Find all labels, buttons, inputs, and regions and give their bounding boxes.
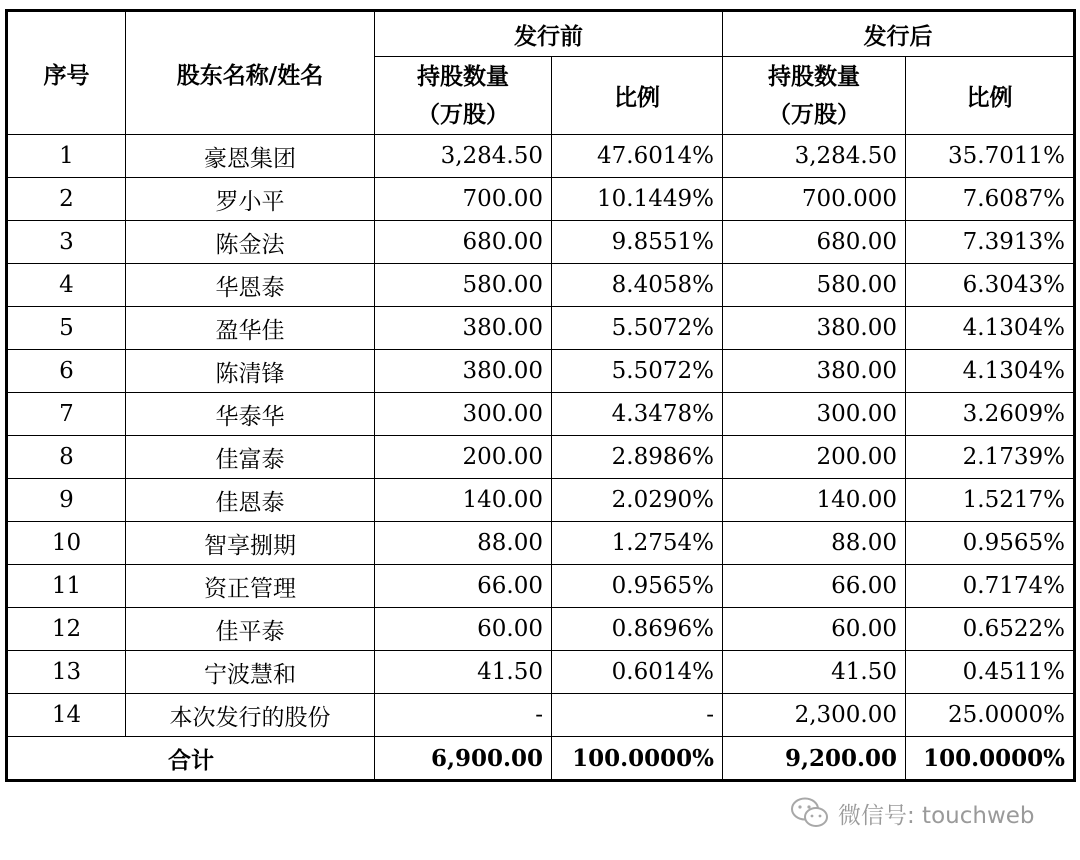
watermark-text: 微信号: touchweb xyxy=(838,802,1035,829)
before-ratio-cell: 0.9565% xyxy=(552,565,723,608)
total-row xyxy=(7,737,1075,781)
after-ratio-cell: 4.1304% xyxy=(906,307,1075,350)
after-ratio-cell: 4.1304% xyxy=(906,350,1075,393)
after-shares-cell: 580.00 xyxy=(723,264,906,307)
after-ratio-cell: 7.6087% xyxy=(906,178,1075,221)
name-cell: 宁波慧和 xyxy=(126,651,375,694)
after-ratio-cell: 35.7011% xyxy=(906,135,1075,178)
after-shares-cell: 140.00 xyxy=(723,479,906,522)
table-row xyxy=(7,608,1075,651)
before-ratio-cell: 47.6014% xyxy=(552,135,723,178)
after-ratio-cell: 6.3043% xyxy=(906,264,1075,307)
after-ratio-cell: 25.0000% xyxy=(906,694,1075,737)
before-ratio-cell: 0.6014% xyxy=(552,651,723,694)
before-shares-cell: 88.00 xyxy=(375,522,552,565)
before-ratio-cell: 4.3478% xyxy=(552,393,723,436)
after-ratio-cell: 3.2609% xyxy=(906,393,1075,436)
after-shares-cell: 700.000 xyxy=(723,178,906,221)
before-shares-cell: 60.00 xyxy=(375,608,552,651)
header-before: 发行前 xyxy=(375,11,723,57)
before-ratio-cell: 5.5072% xyxy=(552,350,723,393)
total-after-shares: 9,200.00 xyxy=(723,737,906,781)
after-shares-cell: 680.00 xyxy=(723,221,906,264)
header-before-ratio: 比例 xyxy=(552,57,723,135)
after-ratio-cell: 7.3913% xyxy=(906,221,1075,264)
after-shares-cell: 380.00 xyxy=(723,350,906,393)
before-ratio-cell: 9.8551% xyxy=(552,221,723,264)
after-shares-cell: 2,300.00 xyxy=(723,694,906,737)
before-shares-cell: - xyxy=(375,694,552,737)
seq-cell: 14 xyxy=(7,694,126,737)
table-row xyxy=(7,565,1075,608)
name-cell: 佳平泰 xyxy=(126,608,375,651)
before-ratio-cell: 2.8986% xyxy=(552,436,723,479)
after-ratio-cell: 0.7174% xyxy=(906,565,1075,608)
table-row xyxy=(7,135,1075,178)
before-ratio-cell: 0.8696% xyxy=(552,608,723,651)
table-row xyxy=(7,307,1075,350)
after-ratio-cell: 1.5217% xyxy=(906,479,1075,522)
seq-cell: 2 xyxy=(7,178,126,221)
before-shares-cell: 66.00 xyxy=(375,565,552,608)
name-cell: 智享捌期 xyxy=(126,522,375,565)
header-after: 发行后 xyxy=(723,11,1075,57)
after-shares-cell: 60.00 xyxy=(723,608,906,651)
name-cell: 资正管理 xyxy=(126,565,375,608)
before-shares-cell: 3,284.50 xyxy=(375,135,552,178)
seq-cell: 1 xyxy=(7,135,126,178)
table-row xyxy=(7,694,1075,737)
name-cell: 华恩泰 xyxy=(126,264,375,307)
seq-cell: 10 xyxy=(7,522,126,565)
seq-cell: 13 xyxy=(7,651,126,694)
after-ratio-cell: 0.4511% xyxy=(906,651,1075,694)
after-ratio-cell: 2.1739% xyxy=(906,436,1075,479)
before-shares-cell: 680.00 xyxy=(375,221,552,264)
header-after-ratio: 比例 xyxy=(906,57,1075,135)
before-shares-cell: 380.00 xyxy=(375,307,552,350)
before-ratio-cell: 5.5072% xyxy=(552,307,723,350)
header-shares-line2: （万股） xyxy=(417,101,509,128)
table-row xyxy=(7,221,1075,264)
seq-cell: 3 xyxy=(7,221,126,264)
name-cell: 罗小平 xyxy=(126,178,375,221)
table-row xyxy=(7,479,1075,522)
after-shares-cell: 380.00 xyxy=(723,307,906,350)
watermark xyxy=(790,793,1035,833)
before-shares-cell: 140.00 xyxy=(375,479,552,522)
header-shares-line1: 持股数量 xyxy=(768,63,860,90)
after-shares-cell: 41.50 xyxy=(723,651,906,694)
seq-cell: 8 xyxy=(7,436,126,479)
total-before-shares: 6,900.00 xyxy=(375,737,552,781)
before-shares-cell: 700.00 xyxy=(375,178,552,221)
header-seq: 序号 xyxy=(7,11,126,135)
name-cell: 本次发行的股份 xyxy=(126,694,375,737)
after-shares-cell: 66.00 xyxy=(723,565,906,608)
table-row xyxy=(7,651,1075,694)
before-ratio-cell: - xyxy=(552,694,723,737)
after-shares-cell: 300.00 xyxy=(723,393,906,436)
header-shares-line2: （万股） xyxy=(768,101,860,128)
name-cell: 佳恩泰 xyxy=(126,479,375,522)
before-shares-cell: 300.00 xyxy=(375,393,552,436)
after-shares-cell: 88.00 xyxy=(723,522,906,565)
before-ratio-cell: 1.2754% xyxy=(552,522,723,565)
table-row xyxy=(7,178,1075,221)
after-shares-cell: 200.00 xyxy=(723,436,906,479)
name-cell: 华泰华 xyxy=(126,393,375,436)
before-shares-cell: 200.00 xyxy=(375,436,552,479)
seq-cell: 6 xyxy=(7,350,126,393)
name-cell: 陈金法 xyxy=(126,221,375,264)
seq-cell: 4 xyxy=(7,264,126,307)
before-shares-cell: 580.00 xyxy=(375,264,552,307)
after-shares-cell: 3,284.50 xyxy=(723,135,906,178)
table-row xyxy=(7,436,1075,479)
before-ratio-cell: 2.0290% xyxy=(552,479,723,522)
table-body xyxy=(7,135,1075,737)
before-ratio-cell: 10.1449% xyxy=(552,178,723,221)
seq-cell: 11 xyxy=(7,565,126,608)
header-before-shares xyxy=(375,57,552,135)
before-shares-cell: 41.50 xyxy=(375,651,552,694)
seq-cell: 5 xyxy=(7,307,126,350)
table-row xyxy=(7,393,1075,436)
header-name: 股东名称/姓名 xyxy=(126,11,375,135)
before-shares-cell: 380.00 xyxy=(375,350,552,393)
total-label: 合计 xyxy=(7,737,375,781)
seq-cell: 12 xyxy=(7,608,126,651)
after-ratio-cell: 0.9565% xyxy=(906,522,1075,565)
name-cell: 佳富泰 xyxy=(126,436,375,479)
seq-cell: 9 xyxy=(7,479,126,522)
name-cell: 陈清锋 xyxy=(126,350,375,393)
wechat-icon xyxy=(790,796,830,830)
after-ratio-cell: 0.6522% xyxy=(906,608,1075,651)
total-after-ratio: 100.0000% xyxy=(906,737,1075,781)
table-row xyxy=(7,350,1075,393)
name-cell: 盈华佳 xyxy=(126,307,375,350)
header-shares-line1: 持股数量 xyxy=(417,63,509,90)
name-cell: 豪恩集团 xyxy=(126,135,375,178)
shareholding-table xyxy=(5,9,1076,782)
table-row xyxy=(7,264,1075,307)
before-ratio-cell: 8.4058% xyxy=(552,264,723,307)
total-before-ratio: 100.0000% xyxy=(552,737,723,781)
table-row xyxy=(7,522,1075,565)
header-after-shares xyxy=(723,57,906,135)
seq-cell: 7 xyxy=(7,393,126,436)
